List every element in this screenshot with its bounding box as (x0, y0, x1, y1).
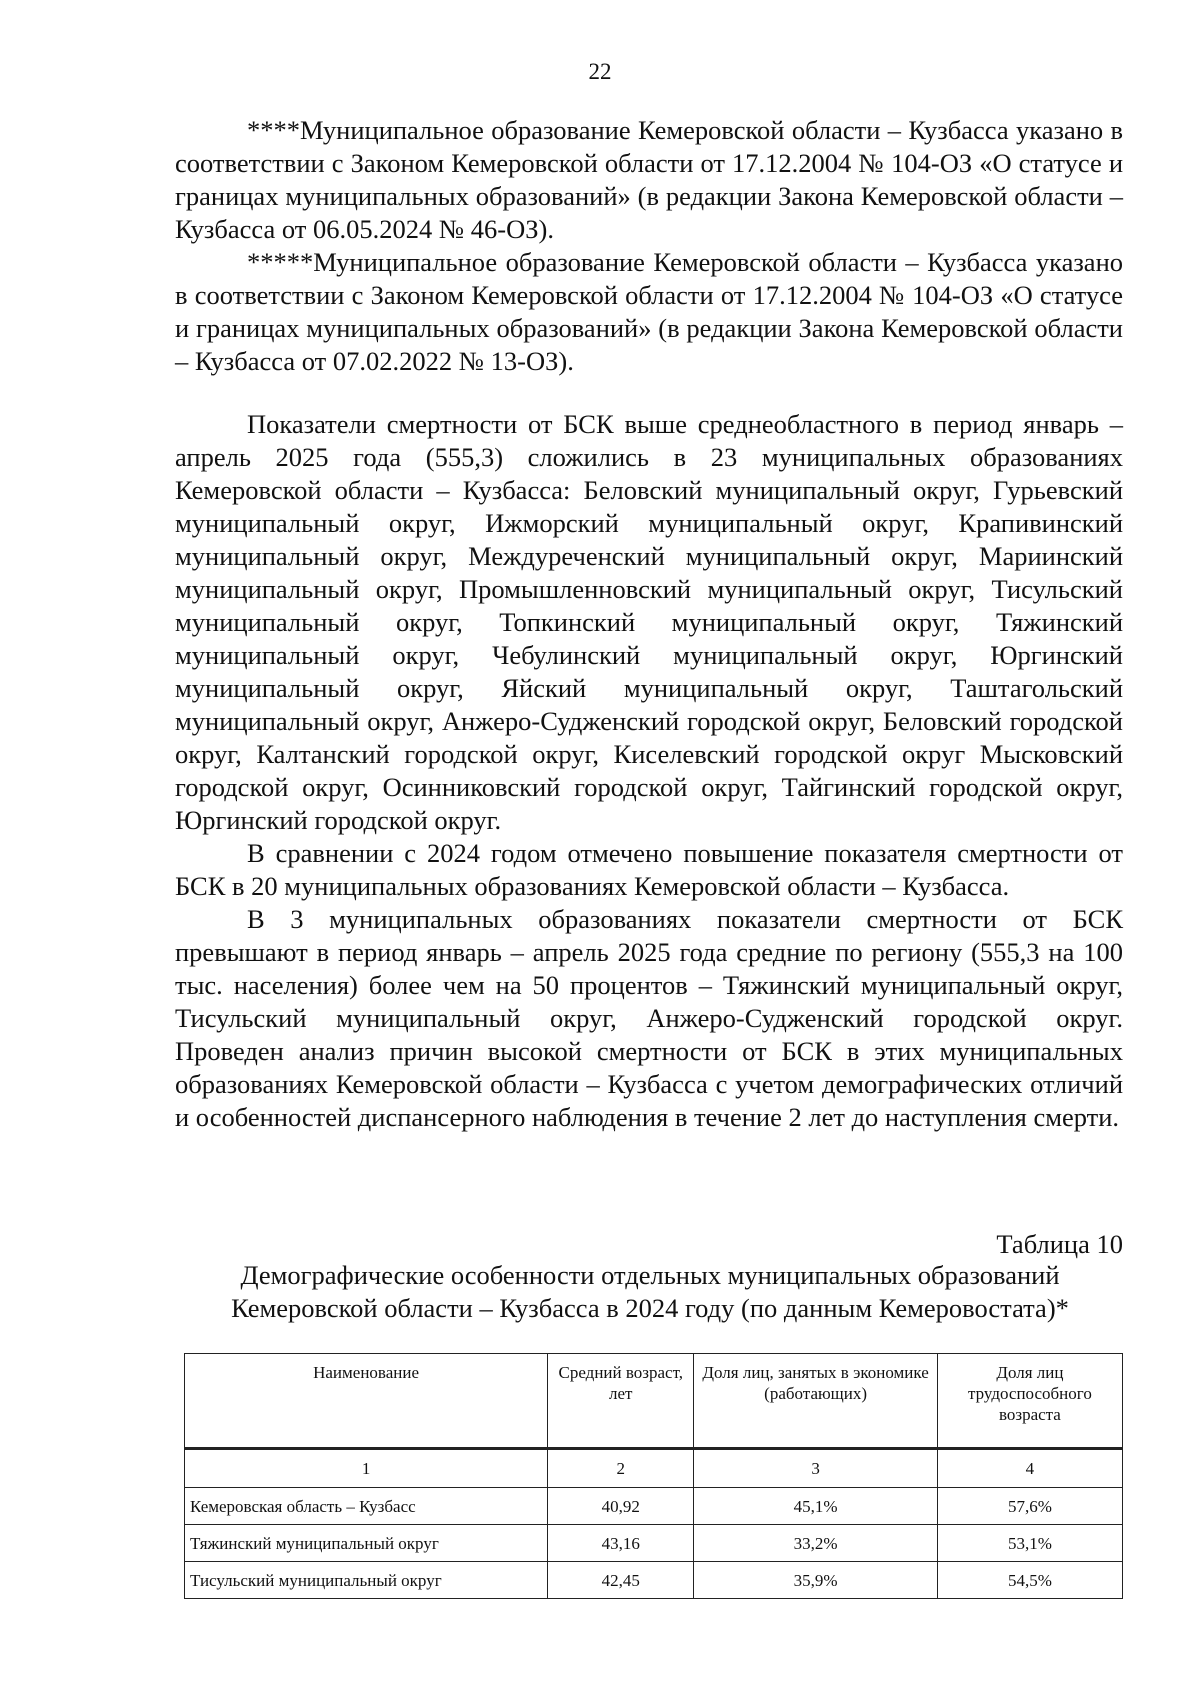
body-text-block (175, 408, 1123, 1134)
table-column-number: 3 (694, 1449, 937, 1488)
table-column-number: 4 (937, 1449, 1122, 1488)
body-paragraph: В 3 муниципальных образованиях показатели смертности от БСК превышают в период январь – апрель 2025 года средние по региону (555,3 на 100 тыс. населения) более чем на 50 процентов – Тяжинский муниципальный округ, Тисульский муниципальный округ, Анжеро-Судженский городской округ. Проведен анализ причин высокой смертности от БСК в этих муниципальных образованиях Кемеровской области – Кузбасса с учетом демографических отличий и особенностей диспансерного наблюдения в течение 2 лет до наступления смерти. (175, 904, 1123, 1132)
table-cell: 43,16 (548, 1525, 694, 1562)
table-title-line: Кемеровской области – Кузбасса в 2024 году (по данным Кемеровостата)* (231, 1293, 1069, 1323)
table-header-cell: Наименование (185, 1354, 548, 1449)
table-row (185, 1488, 1123, 1525)
table-cell: 54,5% (937, 1562, 1122, 1599)
footnote-paragraph: *****Муниципальное образование Кемеровской области – Кузбасса указано в соответствии с Законом Кемеровской области от 17.12.2004 № 104-ОЗ «О статусе и границах муниципальных образований» (в редакции Закона Кемеровской области – Кузбасса от 07.02.2022 № 13-ОЗ). (175, 247, 1123, 376)
table-cell: 45,1% (694, 1488, 937, 1525)
table-cell: 57,6% (937, 1488, 1122, 1525)
footnote-paragraph: ****Муниципальное образование Кемеровской области – Кузбасса указано в соответствии с Законом Кемеровской области от 17.12.2004 № 104-ОЗ «О статусе и границах муниципальных образований» (в редакции Закона Кемеровской области – Кузбасса от 06.05.2024 № 46-ОЗ). (175, 115, 1123, 244)
table-column-number: 2 (548, 1449, 694, 1488)
table-title-line: Демографические особенности отдельных муниципальных образований (240, 1260, 1060, 1290)
table-cell: 42,45 (548, 1562, 694, 1599)
page-number: 22 (588, 59, 612, 84)
demographics-table (184, 1353, 1123, 1599)
footnotes-block (175, 114, 1123, 378)
table-header-cell: Доля лиц, занятых в экономике (работающих) (694, 1354, 937, 1449)
table-label: Таблица 10 (996, 1229, 1123, 1259)
table-cell-name: Кемеровская область – Кузбасс (185, 1488, 548, 1525)
table-title (150, 1259, 1150, 1325)
table-column-number-row (185, 1449, 1123, 1488)
table-row (185, 1562, 1123, 1599)
table-cell-name: Тяжинский муниципальный округ (185, 1525, 548, 1562)
table-header-cell: Средний возраст, лет (548, 1354, 694, 1449)
body-paragraph: Показатели смертности от БСК выше среднеобластного в период январь – апрель 2025 года (555,3) сложились в 23 муниципальных образованиях Кемеровской области – Кузбасса: Беловский муниципальный округ, Гурьевский муниципальный округ, Ижморский муниципальный округ, Крапивинский муниципальный округ, Междуреченский муниципальный округ, Мариинский муниципальный округ, Промышленновский муниципальный округ, Тисульский муниципальный округ, Топкинский муниципальный округ, Тяжинский муниципальный округ, Чебулинский муниципальный округ, Юргинский муниципальный округ, Яйский муниципальный округ, Таштагольский муниципальный округ, Анжеро-Судженский городской округ, Беловский городской округ, Калтанский городской округ, Киселевский городской округ Мысковский городской округ, Осинниковский городской округ, Тайгинский городской округ, Юргинский городской округ. (175, 409, 1123, 835)
table-cell: 35,9% (694, 1562, 937, 1599)
table-header-cell: Доля лиц трудоспособного возраста (937, 1354, 1122, 1449)
table-row (185, 1525, 1123, 1562)
body-paragraph: В сравнении с 2024 годом отмечено повышение показателя смертности от БСК в 20 муниципальных образованиях Кемеровской области – Кузбасса. (175, 838, 1123, 901)
table-cell: 40,92 (548, 1488, 694, 1525)
table-cell: 33,2% (694, 1525, 937, 1562)
table-cell: 53,1% (937, 1525, 1122, 1562)
table-cell-name: Тисульский муниципальный округ (185, 1562, 548, 1599)
table-header-row (185, 1354, 1123, 1449)
table-column-number: 1 (185, 1449, 548, 1488)
